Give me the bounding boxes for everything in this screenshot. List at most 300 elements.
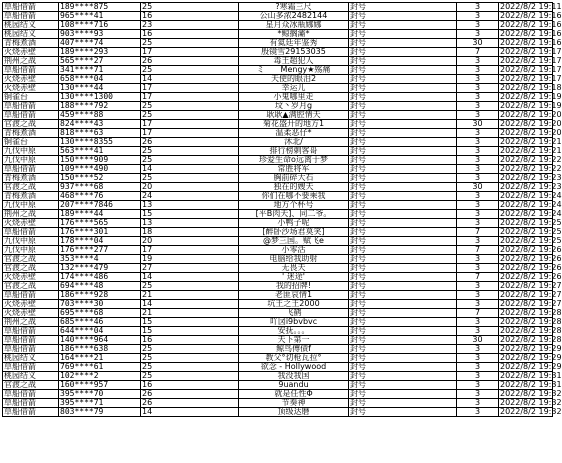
nickname-cell: ' 迷途' [239, 273, 349, 282]
action-cell: 封号 [349, 21, 457, 30]
time-cell: 2022/8/2 19:19 [500, 92, 562, 101]
time-cell: 2022/8/2 19:17 [500, 65, 562, 74]
level-cell: 16 [141, 381, 239, 390]
days-cell: 30 [457, 120, 499, 129]
action-cell: 封号 [349, 201, 457, 210]
action-cell: 封号 [349, 363, 457, 372]
server-cell: 火烧赤壁 [3, 84, 59, 93]
nickname-cell: 排行榜刺客哥 [239, 147, 349, 156]
nickname-cell: 老匪哀情1 [239, 291, 349, 300]
account-cell: 189****44 [59, 210, 141, 219]
action-cell: 封号 [349, 192, 457, 201]
days-cell: 3 [457, 84, 499, 93]
account-cell: 341****71 [59, 66, 141, 75]
server-cell: 火烧赤壁 [3, 309, 59, 318]
days-cell: 3 [457, 300, 499, 309]
time-cell: 2022/8/2 19:20 [500, 119, 562, 128]
time-cell: 2022/8/2 19:24 [500, 200, 562, 209]
level-cell: 15 [141, 327, 239, 336]
server-cell: 九伐中原 [3, 147, 59, 156]
days-cell: 3 [457, 93, 499, 102]
days-cell: 3 [457, 12, 499, 21]
account-cell: 468****76 [59, 192, 141, 201]
account-cell: 140****964 [59, 336, 141, 345]
time-cell: 2022/8/2 19:25 [500, 236, 562, 245]
nickname-cell: 耿耿▲满腔情天 [239, 111, 349, 120]
days-cell: 3 [457, 219, 499, 228]
server-cell: 官渡之战 [3, 381, 59, 390]
time-cell: 2022/8/2 19:26 [500, 263, 562, 272]
time-cell: 2022/8/2 19:22 [500, 155, 562, 164]
time-cell: 2022/8/2 19:17 [500, 56, 562, 65]
server-cell: 官渡之战 [3, 183, 59, 192]
level-cell: 26 [141, 399, 239, 408]
account-cell: 207****7846 [59, 201, 141, 210]
days-cell: 3 [457, 30, 499, 39]
server-cell: 官渡之战 [3, 264, 59, 273]
level-cell: 25 [141, 354, 239, 363]
nickname-cell: 小鸭子呢 [239, 219, 349, 228]
server-cell: 桃园结义 [3, 30, 59, 39]
time-cell: 2022/8/2 19:17 [500, 74, 562, 83]
server-cell: 青梅煮酒 [3, 39, 59, 48]
level-cell: 15 [141, 318, 239, 327]
account-cell: 703****30 [59, 300, 141, 309]
nickname-cell: 珍爱生命o远离于梦 [239, 156, 349, 165]
nickname-cell: 常胜将军 [239, 165, 349, 174]
days-cell: 30 [457, 183, 499, 192]
days-cell: 3 [457, 327, 499, 336]
level-cell: 14 [141, 408, 239, 417]
days-cell: 3 [457, 21, 499, 30]
days-cell: 3 [457, 390, 499, 399]
account-cell: 395****71 [59, 399, 141, 408]
server-cell: 火烧赤壁 [3, 273, 59, 282]
action-cell: 封号 [349, 390, 457, 399]
account-cell: 164****21 [59, 354, 141, 363]
action-cell: 封号 [349, 228, 457, 237]
days-cell: 3 [457, 237, 499, 246]
server-cell: 草船借箭 [3, 66, 59, 75]
ban-list-table [2, 2, 562, 417]
nickname-cell: 9uandu [239, 381, 349, 390]
action-cell: 封号 [349, 39, 457, 48]
account-cell: 695****68 [59, 309, 141, 318]
time-cell: 2022/8/2 19:28 [500, 317, 562, 326]
time-cell: 2022/8/2 19:16 [500, 11, 562, 20]
server-cell: 火烧赤壁 [3, 219, 59, 228]
nickname-cell: 坑王之王2000 [239, 300, 349, 309]
nickname-cell: *鲸搁灞* [239, 30, 349, 39]
level-cell: 25 [141, 147, 239, 156]
time-cell: 2022/8/2 19:21 [500, 137, 562, 146]
server-cell: 荆州之战 [3, 210, 59, 219]
time-cell: 2022/8/2 19:19 [500, 101, 562, 110]
days-cell: 3 [457, 174, 499, 183]
action-cell: 封号 [349, 345, 457, 354]
days-cell: 3 [457, 201, 499, 210]
level-cell: 25 [141, 282, 239, 291]
days-cell: 7 [457, 309, 499, 318]
nickname-cell: 星月众冰瓶娜娜 [239, 21, 349, 30]
server-cell: 火烧赤壁 [3, 48, 59, 57]
action-cell: 封号 [349, 381, 457, 390]
days-cell: 3 [457, 345, 499, 354]
nickname-cell: 殷镜雪29153035 [239, 48, 349, 57]
days-cell: 30 [457, 39, 499, 48]
time-cell: 2022/8/2 19:23 [500, 173, 562, 182]
account-cell: 694****48 [59, 282, 141, 291]
nickname-cell: ミ Mengy★殇痛 [239, 66, 349, 75]
account-cell: 130****8355 [59, 138, 141, 147]
action-cell: 封号 [349, 408, 457, 417]
action-cell: 封号 [349, 93, 457, 102]
nickname-cell: 有氦廷年鉴秀 [239, 39, 349, 48]
level-cell: 25 [141, 102, 239, 111]
nickname-cell: 吖㘝i9bvbvc [239, 318, 349, 327]
time-cell: 2022/8/2 19:24 [500, 209, 562, 218]
account-cell: 150****909 [59, 156, 141, 165]
level-cell: 25 [141, 372, 239, 381]
action-cell: 封号 [349, 57, 457, 66]
level-cell: 18 [141, 228, 239, 237]
time-cell: 2022/8/2 19:26 [500, 245, 562, 254]
level-cell: 14 [141, 300, 239, 309]
days-cell: 3 [457, 282, 499, 291]
account-cell: 174****486 [59, 273, 141, 282]
server-cell: 草船借箭 [3, 336, 59, 345]
nickname-cell: 鲸鸟傅债f [239, 345, 349, 354]
account-cell: 176****565 [59, 219, 141, 228]
days-cell: 3 [457, 3, 499, 12]
server-cell: 草船借箭 [3, 399, 59, 408]
time-cell: 2022/8/2 19:16 [500, 20, 562, 29]
account-cell: 644****04 [59, 327, 141, 336]
server-cell: 火烧赤壁 [3, 300, 59, 309]
days-cell: 3 [457, 210, 499, 219]
nickname-cell: [醉卧沙场君莫笑] [239, 228, 349, 237]
action-cell: 封号 [349, 237, 457, 246]
time-cell: 2022/8/2 19:23 [500, 182, 562, 191]
nickname-cell: ?寒霜三尺 [239, 3, 349, 12]
nickname-cell: 飞鹤 [239, 309, 349, 318]
server-cell: 桃园结义 [3, 21, 59, 30]
level-cell: 20 [141, 183, 239, 192]
server-cell: 草船借箭 [3, 3, 59, 12]
action-cell: 封号 [349, 30, 457, 39]
table-body [3, 2, 562, 417]
time-cell: 2022/8/2 19:29 [500, 362, 562, 371]
nickname-cell: 安抚。。。 [239, 327, 349, 336]
server-cell: 荆州之战 [3, 57, 59, 66]
account-cell: 178****04 [59, 237, 141, 246]
table-row [3, 408, 553, 417]
account-cell: 160****957 [59, 381, 141, 390]
action-cell: 封号 [349, 156, 457, 165]
server-cell: 火烧赤壁 [3, 75, 59, 84]
days-cell: 3 [457, 129, 499, 138]
account-cell: 188****792 [59, 102, 141, 111]
action-cell: 封号 [349, 183, 457, 192]
level-cell: 14 [141, 165, 239, 174]
level-cell: 13 [141, 201, 239, 210]
level-cell: 21 [141, 309, 239, 318]
account-cell: 132****479 [59, 264, 141, 273]
server-cell: 九伐中原 [3, 246, 59, 255]
server-cell: 草船借箭 [3, 327, 59, 336]
nickname-cell: 节奏神 [239, 399, 349, 408]
level-cell: 25 [141, 66, 239, 75]
days-cell: 3 [457, 138, 499, 147]
time-cell: 2022/8/2 19:17 [500, 47, 562, 56]
action-cell: 封号 [349, 165, 457, 174]
level-cell: 13 [141, 219, 239, 228]
days-cell: 3 [457, 291, 499, 300]
account-cell: 108****716 [59, 21, 141, 30]
account-cell: 658****04 [59, 75, 141, 84]
server-cell: 九伐中原 [3, 201, 59, 210]
action-cell: 封号 [349, 138, 457, 147]
server-cell: 九伐中原 [3, 237, 59, 246]
server-cell: 九伐中原 [3, 156, 59, 165]
action-cell: 封号 [349, 309, 457, 318]
level-cell: 19 [141, 255, 239, 264]
server-cell: 草船借箭 [3, 291, 59, 300]
nickname-cell: @梦三国。赋飞e [239, 237, 349, 246]
level-cell: 16 [141, 12, 239, 21]
time-cell: 2022/8/2 19:25 [500, 218, 562, 227]
level-cell: 16 [141, 336, 239, 345]
account-cell: 353****4 [59, 255, 141, 264]
days-cell: 3 [457, 354, 499, 363]
time-cell: 2022/8/2 19:16 [500, 38, 562, 47]
level-cell: 17 [141, 48, 239, 57]
server-cell: 草船借箭 [3, 345, 59, 354]
account-cell: 903****93 [59, 30, 141, 39]
days-cell: 3 [457, 192, 499, 201]
days-cell: 3 [457, 66, 499, 75]
days-cell: 3 [457, 255, 499, 264]
days-cell: 3 [457, 264, 499, 273]
level-cell: 26 [141, 138, 239, 147]
days-cell: 30 [457, 336, 499, 345]
days-cell: 3 [457, 156, 499, 165]
level-cell: 21 [141, 291, 239, 300]
action-cell: 封号 [349, 48, 457, 57]
account-cell: 186****928 [59, 291, 141, 300]
server-cell: 桃园结义 [3, 372, 59, 381]
action-cell: 封号 [349, 12, 457, 21]
time-cell: 2022/8/2 19:27 [500, 299, 562, 308]
time-cell: 2022/8/2 19:29 [500, 344, 562, 353]
action-cell: 封号 [349, 75, 457, 84]
level-cell: 17 [141, 129, 239, 138]
account-cell: 563****41 [59, 147, 141, 156]
action-cell: 封号 [349, 210, 457, 219]
nickname-cell: 沐北/ [239, 138, 349, 147]
server-cell: 青梅煮酒 [3, 129, 59, 138]
server-cell: 草船借箭 [3, 102, 59, 111]
account-cell: 769****61 [59, 363, 141, 372]
action-cell: 封号 [349, 129, 457, 138]
time-cell: 2022/8/2 19:31 [500, 371, 562, 380]
action-cell: 封号 [349, 318, 457, 327]
action-cell: 封号 [349, 336, 457, 345]
level-cell: 27 [141, 264, 239, 273]
account-cell: 102****2 [59, 372, 141, 381]
action-cell: 封号 [349, 219, 457, 228]
nickname-cell: 小零活 [239, 246, 349, 255]
time-cell: 2022/8/2 19:22 [500, 164, 562, 173]
account-cell: 685****46 [59, 318, 141, 327]
account-cell: 130****1300 [59, 93, 141, 102]
nickname-cell: 坟丶岁月g [239, 102, 349, 111]
nickname-cell: 教父°切枪瓦拉° [239, 354, 349, 363]
action-cell: 封号 [349, 300, 457, 309]
time-cell: 2022/8/2 19:26 [500, 272, 562, 281]
level-cell: 26 [141, 390, 239, 399]
nickname-cell: 电脑给我助射 [239, 255, 349, 264]
days-cell: 3 [457, 165, 499, 174]
level-cell: 25 [141, 156, 239, 165]
action-cell: 封号 [349, 291, 457, 300]
nickname-cell: 毒王超犯人 [239, 57, 349, 66]
nickname-cell: 公山多浓2482144 [239, 12, 349, 21]
days-cell: 3 [457, 147, 499, 156]
level-cell: 17 [141, 246, 239, 255]
time-cell: 2022/8/2 19:20 [500, 110, 562, 119]
nickname-cell: 你们在哪不要乘我 [239, 192, 349, 201]
nickname-cell: 独在的嫂天 [239, 183, 349, 192]
account-cell: 150****52 [59, 174, 141, 183]
time-cell: 2022/8/2 19:31 [500, 380, 562, 389]
action-cell: 封号 [349, 264, 457, 273]
level-cell: 17 [141, 93, 239, 102]
level-cell: 25 [141, 111, 239, 120]
time-cell: 2022/8/2 19:29 [500, 353, 562, 362]
nickname-cell: 我的招牌! [239, 282, 349, 291]
time-cell: 2022/8/2 19:28 [500, 326, 562, 335]
action-cell: 封号 [349, 372, 457, 381]
nickname-cell: 幸运儿 [239, 84, 349, 93]
time-cell: 2022/8/2 19:20 [500, 128, 562, 137]
nickname-cell: 地方个杯号 [239, 201, 349, 210]
server-cell: 草船借箭 [3, 408, 59, 417]
time-cell: 2022/8/2 19:28 [500, 308, 562, 317]
time-cell: 2022/8/2 19:32 [500, 398, 562, 407]
level-cell: 20 [141, 237, 239, 246]
account-cell: 407****74 [59, 39, 141, 48]
days-cell: 7 [457, 48, 499, 57]
action-cell: 封号 [349, 273, 457, 282]
nickname-cell: 天下第一 [239, 336, 349, 345]
level-cell: 25 [141, 363, 239, 372]
account-cell: 818****63 [59, 129, 141, 138]
account-cell: 176****277 [59, 246, 141, 255]
account-cell: 395****70 [59, 390, 141, 399]
account-cell: 109****490 [59, 165, 141, 174]
level-cell: 25 [141, 3, 239, 12]
account-cell: 189****875 [59, 3, 141, 12]
server-cell: 青梅煮酒 [3, 192, 59, 201]
server-cell: 铜雀台 [3, 93, 59, 102]
nickname-cell: 温柔恶仔* [239, 129, 349, 138]
time-cell: 2022/8/2 19:26 [500, 254, 562, 263]
nickname-cell: 我没我国 [239, 372, 349, 381]
level-cell: 17 [141, 120, 239, 129]
days-cell: 3 [457, 318, 499, 327]
days-cell: 7 [457, 246, 499, 255]
nickname-cell: 菊花盛开的地方1 [239, 120, 349, 129]
days-cell: 7 [457, 228, 499, 237]
server-cell: 草船借箭 [3, 363, 59, 372]
time-cell: 2022/8/2 19:11 [500, 2, 562, 11]
action-cell: 封号 [349, 84, 457, 93]
action-cell: 封号 [349, 147, 457, 156]
account-cell: 130****44 [59, 84, 141, 93]
nickname-cell: 胸前碎大石 [239, 174, 349, 183]
action-cell: 封号 [349, 111, 457, 120]
server-cell: 桃园结义 [3, 354, 59, 363]
action-cell: 封号 [349, 354, 457, 363]
time-cell: 2022/8/2 19:28 [500, 335, 562, 344]
server-cell: 铜雀台 [3, 138, 59, 147]
account-cell: 824****43 [59, 120, 141, 129]
server-cell: 草船借箭 [3, 111, 59, 120]
server-cell: 官渡之战 [3, 255, 59, 264]
days-cell: 3 [457, 372, 499, 381]
server-cell: 草船借箭 [3, 390, 59, 399]
action-cell: 封号 [349, 120, 457, 129]
nickname-cell: 顶级达磨 [239, 408, 349, 417]
nickname-cell: [平B肉天]、同二爷。 [239, 210, 349, 219]
level-cell: 14 [141, 75, 239, 84]
nickname-cell: 就是任性Φ [239, 390, 349, 399]
account-cell: 803****79 [59, 408, 141, 417]
time-cell: 2022/8/2 19:18 [500, 83, 562, 92]
action-cell: 封号 [349, 246, 457, 255]
level-cell: 25 [141, 174, 239, 183]
action-cell: 封号 [349, 102, 457, 111]
days-cell: 3 [457, 408, 499, 417]
nickname-cell: 欲念 - Hollywood [239, 363, 349, 372]
account-cell: 176****301 [59, 228, 141, 237]
action-cell: 封号 [349, 327, 457, 336]
level-cell: 23 [141, 21, 239, 30]
days-cell: 3 [457, 75, 499, 84]
account-cell: 565****27 [59, 57, 141, 66]
action-cell: 封号 [349, 3, 457, 12]
server-cell: 草船借箭 [3, 12, 59, 21]
account-cell: 459****88 [59, 111, 141, 120]
action-cell: 封号 [349, 282, 457, 291]
time-cell: 2022/8/2 19:32 [500, 389, 562, 398]
server-cell: 青梅煮酒 [3, 174, 59, 183]
days-cell: 3 [457, 102, 499, 111]
level-cell: 15 [141, 210, 239, 219]
account-cell: 186****638 [59, 345, 141, 354]
time-cell: 2022/8/2 19:21 [500, 146, 562, 155]
days-cell: 3 [457, 381, 499, 390]
time-cell: 2022/8/2 19:32 [500, 407, 562, 416]
nickname-cell: 天使的眼泪2 [239, 75, 349, 84]
time-cell: 2022/8/2 19:27 [500, 281, 562, 290]
account-cell: 937****68 [59, 183, 141, 192]
level-cell: 16 [141, 30, 239, 39]
action-cell: 封号 [349, 255, 457, 264]
account-cell: 189****293 [59, 48, 141, 57]
level-cell: 25 [141, 39, 239, 48]
